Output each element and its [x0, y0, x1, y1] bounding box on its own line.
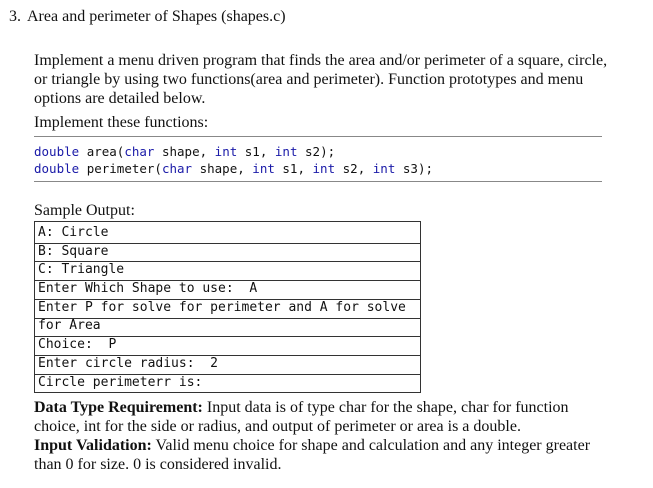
param-type: int [274, 144, 298, 159]
output-line-separator [35, 243, 420, 244]
param-name: s2 [305, 144, 321, 159]
output-line-separator [35, 280, 420, 281]
open-paren: ( [154, 161, 162, 176]
prototype-perimeter: double perimeter(char shape, int s1, int s2, int s3); [34, 161, 433, 176]
code-bottom-rule [34, 181, 602, 182]
close-paren: ); [417, 161, 433, 176]
param-type: int [214, 144, 238, 159]
data-type-label: Data Type Requirement: [34, 399, 203, 416]
function-prototypes [34, 143, 433, 177]
functions-label: Implement these functions: [34, 114, 209, 131]
param-name: s1 [244, 144, 260, 159]
open-paren: ( [116, 144, 125, 159]
output-line: C: Triangle [38, 262, 125, 278]
requirements-paragraph [34, 398, 614, 474]
param-type: int [372, 161, 396, 176]
data-type-text: Input data is of type char for the shape, char for function choice, int for the side or radius, and output of perimeter or area is a double. [34, 399, 569, 435]
output-line: Enter Which Shape to use: A [38, 281, 258, 297]
intro-paragraph: Implement a menu driven program that finds the area and/or perimeter of a square, circle, or triangle by using two functions(area and perimeter). Function prototypes and menu options are detailed below. [34, 52, 608, 107]
param-type: char [124, 144, 155, 159]
prototype-area: double area(char shape, int s1, int s2); [34, 144, 336, 159]
param-type: char [161, 161, 193, 176]
param-type: int [252, 161, 275, 176]
param-type: int [312, 161, 336, 176]
output-line-separator [35, 374, 420, 375]
sample-output-lines [38, 224, 406, 392]
sample-output-box [34, 221, 421, 393]
return-type: double [34, 144, 80, 159]
output-line: for Area [38, 318, 101, 334]
section-heading [9, 7, 286, 26]
validation-label: Input Validation: [34, 437, 152, 454]
code-top-rule [34, 136, 602, 137]
output-line-separator [35, 261, 420, 262]
param-name: shape [161, 144, 200, 159]
param-name: s3 [402, 161, 418, 176]
section-title: Area and perimeter of Shapes (shapes.c) [27, 8, 286, 25]
validation-text: Valid menu choice for shape and calculation and any integer greater than 0 for size. 0 is considered invalid. [34, 437, 591, 473]
param-name: s1 [282, 161, 298, 176]
output-line: Circle perimeterr is: [38, 374, 203, 390]
output-line: A: Circle [38, 225, 109, 240]
param-name: shape [199, 161, 238, 176]
output-line-separator [35, 299, 420, 300]
output-line: B: Square [38, 243, 109, 259]
param-name: s2 [342, 161, 358, 176]
output-line-separator [35, 355, 420, 356]
output-line: Enter circle radius: 2 [38, 355, 219, 371]
function-name: area [86, 144, 117, 159]
return-type: double [34, 161, 80, 176]
function-name: perimeter [86, 161, 155, 176]
close-paren: ); [320, 144, 336, 159]
sample-output-label: Sample Output: [34, 202, 135, 219]
output-line-separator [35, 318, 420, 319]
output-line: Enter P for solve for perimeter and A for solve [38, 299, 406, 315]
output-line: Choice: P [38, 337, 117, 353]
section-number: 3. [9, 8, 21, 25]
output-line-separator [35, 336, 420, 337]
